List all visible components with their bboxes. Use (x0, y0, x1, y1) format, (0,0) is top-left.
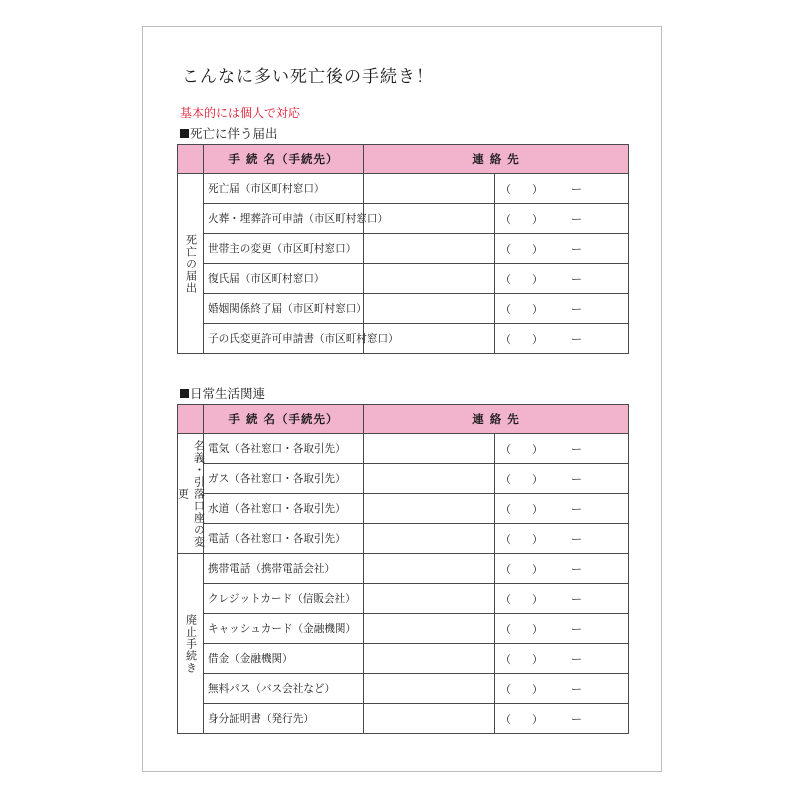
area-code-open-paren: （ (500, 182, 511, 196)
contact-name-field[interactable] (364, 434, 495, 464)
procedure-name: キャッシュカード（金融機関） (204, 614, 364, 644)
area-code-close-paren: ） (532, 212, 543, 226)
table-row (178, 554, 629, 584)
header-contact: 連 絡 先 (364, 145, 629, 174)
area-code-close-paren: ） (532, 472, 543, 486)
contact-name-field[interactable] (364, 704, 495, 734)
area-code-close-paren: ） (532, 652, 543, 666)
phone-dash: ー (571, 332, 582, 346)
phone-field[interactable] (495, 494, 629, 524)
table-row (178, 704, 629, 734)
phone-dash: ー (571, 682, 582, 696)
area-code-open-paren: （ (500, 242, 511, 256)
area-code-close-paren: ） (532, 272, 543, 286)
phone-field[interactable] (495, 234, 629, 264)
table-row (178, 464, 629, 494)
procedure-name: 復氏届（市区町村窓口） (204, 264, 364, 294)
category-label: 名義・引落口座の変更 (178, 434, 204, 554)
area-code-open-paren: （ (500, 442, 511, 456)
square-bullet-icon (180, 389, 189, 398)
section-heading-text: 死亡に伴う届出 (190, 126, 278, 141)
page-title: こんなに多い死亡後の手続き！ (182, 67, 434, 87)
phone-field[interactable] (495, 264, 629, 294)
contact-name-field[interactable] (364, 174, 495, 204)
procedure-name: 子の氏変更許可申請書（市区町村窓口） (204, 324, 364, 354)
square-bullet-icon (180, 129, 189, 138)
table-header-row (178, 405, 629, 434)
phone-dash: ー (571, 302, 582, 316)
area-code-close-paren: ） (532, 502, 543, 516)
phone-dash: ー (571, 622, 582, 636)
contact-name-field[interactable] (364, 294, 495, 324)
table-row (178, 324, 629, 354)
contact-name-field[interactable] (364, 674, 495, 704)
area-code-open-paren: （ (500, 332, 511, 346)
area-code-open-paren: （ (500, 272, 511, 286)
phone-dash: ー (571, 242, 582, 256)
procedure-name: クレジットカード（信販会社） (204, 584, 364, 614)
phone-field[interactable] (495, 174, 629, 204)
procedure-name: 電気（各社窓口・各取引先） (204, 434, 364, 464)
phone-field[interactable] (495, 644, 629, 674)
table-row (178, 644, 629, 674)
contact-name-field[interactable] (364, 524, 495, 554)
table-row (178, 264, 629, 294)
procedure-name: 電話（各社窓口・各取引先） (204, 524, 364, 554)
contact-name-field[interactable] (364, 264, 495, 294)
phone-dash: ー (571, 472, 582, 486)
area-code-open-paren: （ (500, 212, 511, 226)
procedure-name: ガス（各社窓口・各取引先） (204, 464, 364, 494)
phone-dash: ー (571, 212, 582, 226)
phone-field[interactable] (495, 324, 629, 354)
phone-field[interactable] (495, 584, 629, 614)
phone-field[interactable] (495, 434, 629, 464)
procedure-name: 借金（金融機関） (204, 644, 364, 674)
area-code-close-paren: ） (532, 622, 543, 636)
phone-dash: ー (571, 592, 582, 606)
area-code-open-paren: （ (500, 502, 511, 516)
phone-field[interactable] (495, 524, 629, 554)
category-label: 死亡の届出 (178, 174, 204, 354)
area-code-open-paren: （ (500, 532, 511, 546)
phone-dash: ー (571, 562, 582, 576)
area-code-open-paren: （ (500, 302, 511, 316)
procedure-name: 無料パス（バス会社など） (204, 674, 364, 704)
area-code-close-paren: ） (532, 442, 543, 456)
phone-dash: ー (571, 272, 582, 286)
area-code-open-paren: （ (500, 562, 511, 576)
header-category-cell (178, 145, 204, 174)
section-heading-daily-life (180, 384, 265, 402)
procedure-name: 婚姻関係終了届（市区町村窓口） (204, 294, 364, 324)
table-row (178, 674, 629, 704)
area-code-close-paren: ） (532, 532, 543, 546)
contact-name-field[interactable] (364, 494, 495, 524)
phone-field[interactable] (495, 464, 629, 494)
area-code-open-paren: （ (500, 652, 511, 666)
phone-field[interactable] (495, 294, 629, 324)
subtitle-note: 基本的には個人で対応 (180, 106, 301, 120)
procedure-name: 死亡届（市区町村窓口） (204, 174, 364, 204)
procedure-name: 水道（各社窓口・各取引先） (204, 494, 364, 524)
category-label: 廃止手続き (178, 554, 204, 734)
area-code-open-paren: （ (500, 622, 511, 636)
section-heading-death-notices (180, 124, 278, 142)
death-notices-table (177, 144, 629, 354)
table-row (178, 614, 629, 644)
header-procedure: 手 続 名（手続先） (204, 145, 364, 174)
area-code-close-paren: ） (532, 712, 543, 726)
phone-field[interactable] (495, 614, 629, 644)
phone-dash: ー (571, 502, 582, 516)
contact-name-field[interactable] (364, 614, 495, 644)
table-row (178, 434, 629, 464)
contact-name-field[interactable] (364, 464, 495, 494)
phone-dash: ー (571, 442, 582, 456)
contact-name-field[interactable] (364, 584, 495, 614)
area-code-close-paren: ） (532, 332, 543, 346)
phone-dash: ー (571, 532, 582, 546)
table-row (178, 584, 629, 614)
table-row (178, 174, 629, 204)
table-row (178, 524, 629, 554)
area-code-open-paren: （ (500, 682, 511, 696)
header-procedure: 手 続 名（手続先） (204, 405, 364, 434)
header-category-cell (178, 405, 204, 434)
phone-field[interactable] (495, 554, 629, 584)
procedure-name: 世帯主の変更（市区町村窓口） (204, 234, 364, 264)
contact-name-field[interactable] (364, 554, 495, 584)
table-row (178, 234, 629, 264)
table-row (178, 204, 629, 234)
area-code-close-paren: ） (532, 242, 543, 256)
daily-life-table (177, 404, 629, 734)
contact-name-field[interactable] (364, 234, 495, 264)
header-contact: 連 絡 先 (364, 405, 629, 434)
area-code-close-paren: ） (532, 182, 543, 196)
area-code-close-paren: ） (532, 302, 543, 316)
procedure-name: 携帯電話（携帯電話会社） (204, 554, 364, 584)
contact-name-field[interactable] (364, 644, 495, 674)
phone-dash: ー (571, 182, 582, 196)
table-header-row (178, 145, 629, 174)
area-code-close-paren: ） (532, 682, 543, 696)
area-code-open-paren: （ (500, 712, 511, 726)
procedure-name: 火葬・埋葬許可申請（市区町村窓口） (204, 204, 364, 234)
area-code-close-paren: ） (532, 562, 543, 576)
phone-dash: ー (571, 712, 582, 726)
phone-field[interactable] (495, 204, 629, 234)
procedure-name: 身分証明書（発行先） (204, 704, 364, 734)
area-code-close-paren: ） (532, 592, 543, 606)
area-code-open-paren: （ (500, 472, 511, 486)
table-row (178, 494, 629, 524)
phone-field[interactable] (495, 674, 629, 704)
area-code-open-paren: （ (500, 592, 511, 606)
phone-dash: ー (571, 652, 582, 666)
phone-field[interactable] (495, 704, 629, 734)
table-row (178, 294, 629, 324)
section-heading-text: 日常生活関連 (190, 386, 266, 401)
